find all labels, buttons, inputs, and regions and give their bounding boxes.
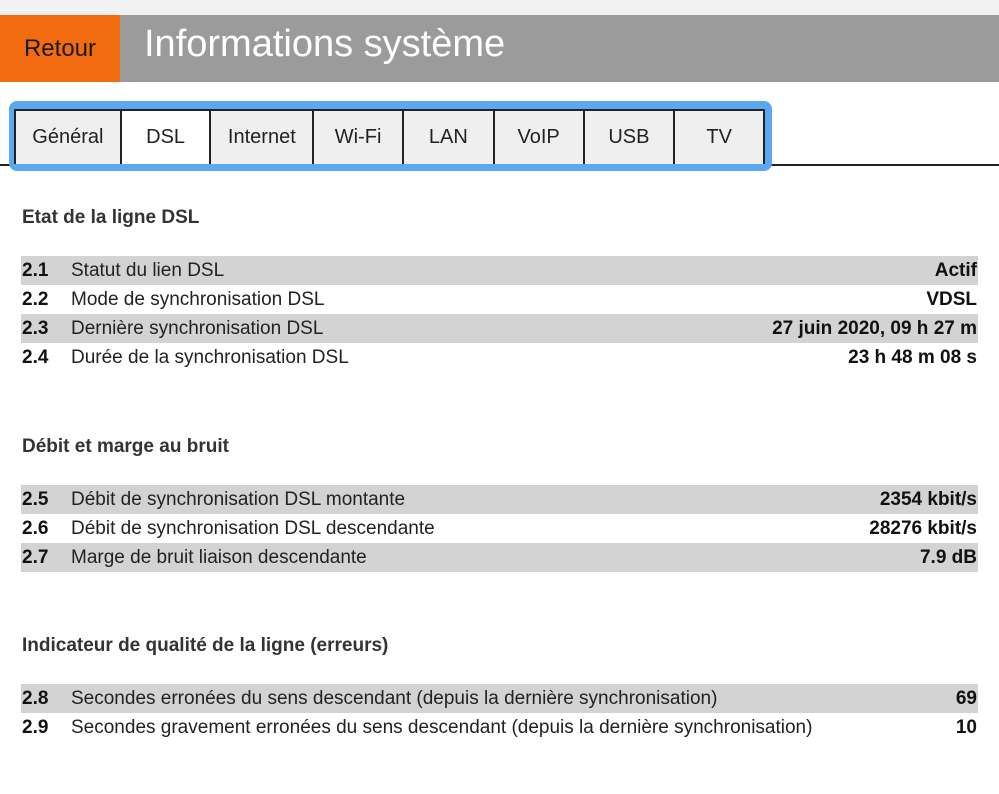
row-value: 28276 kbit/s [869, 517, 977, 539]
row-label: Mode de synchronisation DSL [71, 288, 325, 310]
table-row [21, 485, 978, 514]
page-title: Informations système [144, 23, 506, 65]
row-number: 2.6 [22, 517, 49, 539]
row-number: 2.1 [22, 259, 49, 281]
table-row [21, 514, 978, 543]
section-title-line-quality: Indicateur de qualité de la ligne (erreurs) [22, 635, 389, 656]
row-value: VDSL [926, 288, 977, 310]
row-label: Secondes gravement erronées du sens descendant (depuis la dernière synchronisation) [71, 716, 813, 738]
tab-voip[interactable]: VoIP [495, 111, 585, 164]
row-number: 2.4 [22, 346, 49, 368]
table-row [21, 314, 978, 343]
row-value: 69 [955, 687, 977, 709]
row-label: Marge de bruit liaison descendante [71, 546, 367, 568]
tab-general[interactable]: Général [16, 111, 122, 164]
row-value: 27 juin 2020, 09 h 27 m [772, 317, 977, 339]
row-number: 2.7 [22, 546, 49, 568]
tab-bar [9, 101, 772, 171]
row-value: 7.9 dB [919, 546, 977, 568]
row-value: 23 h 48 m 08 s [848, 346, 977, 368]
row-label: Secondes erronées du sens descendant (depuis la dernière synchronisation) [71, 687, 718, 709]
tab-tv[interactable]: TV [675, 111, 765, 164]
header-bar [0, 15, 999, 82]
row-label: Statut du lien DSL [71, 259, 225, 281]
tab-internet[interactable]: Internet [211, 111, 314, 164]
row-number: 2.3 [22, 317, 49, 339]
row-number: 2.8 [22, 687, 49, 709]
row-label: Dernière synchronisation DSL [71, 317, 324, 339]
row-number: 2.2 [22, 288, 49, 310]
table-row [21, 543, 978, 572]
row-value: Actif [934, 259, 977, 281]
tab-dsl[interactable]: DSL [122, 111, 212, 164]
tab-usb[interactable]: USB [585, 111, 676, 164]
table-row [21, 343, 978, 372]
row-number: 2.9 [22, 716, 49, 738]
table-row [21, 684, 978, 713]
table-row [21, 713, 978, 742]
row-label: Débit de synchronisation DSL descendante [71, 517, 435, 539]
row-value: 10 [955, 716, 977, 738]
row-label: Durée de la synchronisation DSL [71, 346, 349, 368]
table-row [21, 285, 978, 314]
back-button[interactable]: Retour [0, 15, 120, 82]
row-label: Débit de synchronisation DSL montante [71, 488, 406, 510]
row-value: 2354 kbit/s [879, 488, 977, 510]
section-title-rate-margin: Débit et marge au bruit [22, 436, 229, 457]
table-row [21, 256, 978, 285]
top-strip [0, 0, 999, 15]
row-number: 2.5 [22, 488, 49, 510]
tab-lan[interactable]: LAN [404, 111, 495, 164]
tab-wifi[interactable]: Wi-Fi [314, 111, 404, 164]
section-title-dsl-state: Etat de la ligne DSL [22, 207, 200, 228]
